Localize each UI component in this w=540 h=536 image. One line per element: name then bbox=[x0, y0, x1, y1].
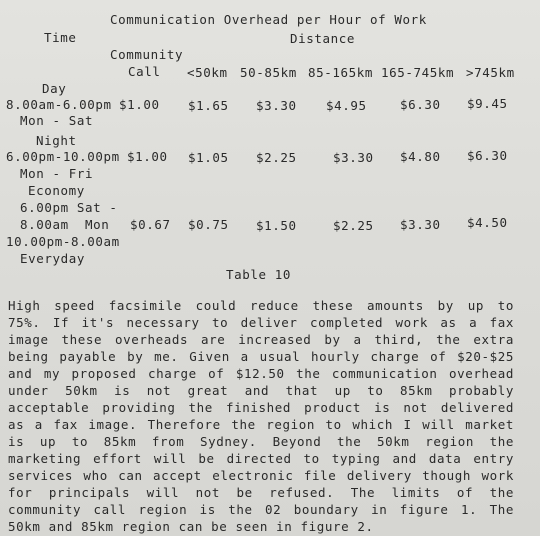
distance-col-3: 85-165km bbox=[308, 65, 374, 80]
table-cell: $3.30 bbox=[333, 150, 374, 165]
paragraph-line: image these overheads are increased by a third, the extra bbox=[8, 332, 514, 347]
row-label-line: 8.00am-6.00pm bbox=[6, 97, 112, 112]
header-community: Community bbox=[110, 47, 184, 62]
distance-col-1: <50km bbox=[187, 65, 228, 80]
paragraph-line: High speed facsimile could reduce these amounts by up to bbox=[8, 298, 514, 313]
table-cell: $0.67 bbox=[130, 217, 171, 232]
header-distance: Distance bbox=[290, 31, 356, 46]
table-cell: $6.30 bbox=[400, 97, 441, 112]
paragraph-line: acceptable providing the finished product is not delivered bbox=[8, 400, 514, 415]
paragraph-line: being payable by me. Given a usual hourly charge of $20-$25 bbox=[8, 349, 514, 364]
body-paragraph bbox=[8, 297, 514, 535]
row-label-line: Mon - Sat bbox=[20, 113, 94, 128]
table-caption: Table 10 bbox=[226, 267, 292, 282]
paragraph-line: and my proposed charge of $12.50 the communication overhead bbox=[8, 366, 514, 381]
paragraph-line: community call region is the 02 boundary in figure 1. The bbox=[8, 502, 514, 517]
table-cell: $4.50 bbox=[467, 215, 508, 230]
row-label-line: 6.00pm-10.00pm bbox=[6, 149, 120, 164]
table-cell: $2.25 bbox=[333, 218, 374, 233]
paragraph-line: under 50km is not great and that up to 85km probably bbox=[8, 383, 514, 398]
paragraph-line: for principals will not be refused. The limits of the bbox=[8, 485, 514, 500]
row-label-line: Day bbox=[42, 81, 67, 96]
table-cell: $2.25 bbox=[256, 150, 297, 165]
row-label-line: Everyday bbox=[20, 251, 86, 266]
table-cell: $1.05 bbox=[188, 150, 229, 165]
table-cell: $3.30 bbox=[400, 217, 441, 232]
paragraph-line: 50km and 85km region can be seen in figure 2. bbox=[8, 519, 374, 534]
distance-col-2: 50-85km bbox=[240, 65, 297, 80]
row-label-line: 10.00pm-8.00am bbox=[6, 234, 120, 249]
paragraph-line: 75%. If it's necessary to deliver completed work as a fax bbox=[8, 315, 514, 330]
table-cell: $4.80 bbox=[400, 149, 441, 164]
row-label-line: 6.00pm Sat - bbox=[20, 200, 118, 215]
header-time: Time bbox=[44, 30, 77, 45]
table-cell: $4.95 bbox=[326, 98, 367, 113]
distance-col-4: 165-745km bbox=[381, 65, 455, 80]
table-cell: $9.45 bbox=[467, 96, 508, 111]
row-label-line: Night bbox=[36, 133, 77, 148]
table-cell: $1.50 bbox=[256, 218, 297, 233]
table-cell: $0.75 bbox=[188, 217, 229, 232]
paragraph-line: marketing effort will be directed to typing and data entry bbox=[8, 451, 514, 466]
table-cell: $3.30 bbox=[256, 98, 297, 113]
table-title: Communication Overhead per Hour of Work bbox=[110, 12, 427, 27]
table-cell: $1.65 bbox=[188, 98, 229, 113]
table-cell: $6.30 bbox=[467, 148, 508, 163]
row-label-line: Mon - Fri bbox=[20, 166, 94, 181]
header-call: Call bbox=[128, 64, 161, 79]
row-label-line: Economy bbox=[28, 183, 85, 198]
distance-col-5: >745km bbox=[466, 65, 515, 80]
paragraph-line: as a fax image. Therefore the region to which I will market bbox=[8, 417, 514, 432]
row-label-line: 8.00am Mon bbox=[20, 217, 110, 232]
paragraph-line: is up to 85km from Sydney. Beyond the 50km region the bbox=[8, 434, 514, 449]
paragraph-line: services who can accept electronic file delivery though work bbox=[8, 468, 514, 483]
table-cell: $1.00 bbox=[127, 149, 168, 164]
table-cell: $1.00 bbox=[119, 97, 160, 112]
